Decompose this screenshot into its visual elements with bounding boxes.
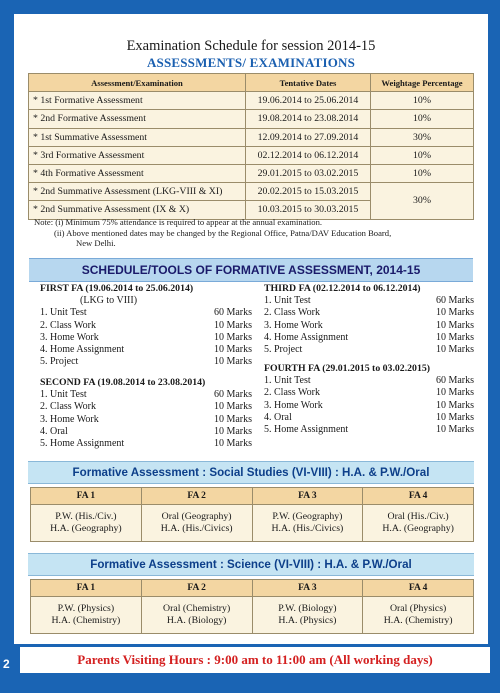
assessment-dates: 20.02.2015 to 15.03.2015 [246, 183, 371, 201]
table-row [31, 505, 474, 542]
page-number: 2 [3, 657, 10, 671]
table-cell [252, 505, 363, 542]
tool-name: 4. Home Assignment [40, 344, 125, 356]
tool-name: 5. Project [264, 344, 303, 356]
cell-line: H.A. (Chemistry) [383, 615, 453, 626]
assessment-weight: 10% [371, 164, 474, 182]
tool-name: 3. Home Work [40, 331, 99, 343]
page-subtitle: ASSESSMENTS/ EXAMINATIONS [146, 55, 356, 70]
table-cell [31, 505, 142, 542]
table-row [29, 128, 474, 146]
assessment-name: * 4th Formative Assessment [29, 164, 246, 182]
cell-line: H.A. (His./Civics) [160, 523, 233, 534]
fourth-fa-block [264, 363, 474, 436]
table-cell [141, 505, 252, 542]
assessment-weight: 10% [371, 110, 474, 128]
assessment-name: * 1st Summative Assessment [29, 128, 246, 146]
tool-name: 1. Unit Test [40, 389, 87, 401]
cell-line: P.W. (Biology) [278, 603, 337, 614]
cell-line: P.W. (Physics) [57, 603, 115, 614]
list-item [264, 375, 474, 387]
table-cell [31, 597, 142, 634]
assessment-dates: 29.01.2015 to 03.02.2015 [246, 164, 371, 182]
assessment-dates: 10.03.2015 to 30.03.2015 [246, 201, 371, 219]
column-header: FA 1 [31, 488, 142, 505]
fa-heading: THIRD FA (02.12.2014 to 06.12.2014) [264, 283, 421, 294]
tool-marks: 10 Marks [435, 331, 474, 343]
science-heading: Formative Assessment : Science (VI-VIII) : H.A. & P.W./Oral [28, 553, 474, 576]
tool-name: 4. Oral [264, 411, 292, 423]
list-item [40, 320, 252, 332]
note-line: (ii) Above mentioned dates may be changed by the Regional Office, Patna/DAV Education Board, [54, 227, 392, 238]
tool-marks: 10 Marks [435, 387, 474, 399]
table-cell [252, 597, 363, 634]
tool-name: 4. Oral [40, 425, 68, 437]
list-item [40, 332, 252, 344]
column-header: FA 1 [31, 580, 142, 597]
tool-name: 2. Class Work [40, 319, 96, 331]
tool-name: 3. Home Work [264, 319, 323, 331]
fa-heading: SECOND FA (19.08.2014 to 23.08.2014) [40, 377, 206, 388]
table-row [29, 146, 474, 164]
tool-marks: 10 Marks [213, 401, 252, 413]
list-item [264, 424, 474, 436]
tool-name: 3. Home Work [40, 413, 99, 425]
list-item [40, 401, 252, 413]
table-header-row [31, 488, 474, 505]
list-item [264, 412, 474, 424]
science-table [30, 579, 474, 634]
tool-marks: 60 Marks [213, 389, 252, 401]
first-fa-block [40, 283, 252, 368]
tool-name: 1. Unit Test [264, 375, 311, 387]
column-header: FA 4 [363, 488, 474, 505]
list-item [264, 307, 474, 319]
assessment-dates: 02.12.2014 to 06.12.2014 [246, 146, 371, 164]
list-item [264, 320, 474, 332]
list-item [264, 344, 474, 356]
tool-name: 2. Class Work [264, 307, 320, 319]
tool-marks: 10 Marks [213, 344, 252, 356]
fa-subheading: (LKG to VIII) [80, 295, 138, 307]
list-item [40, 307, 252, 319]
column-header: FA 3 [252, 580, 363, 597]
cell-line: H.A. (Geography) [382, 523, 454, 534]
tool-marks: 10 Marks [435, 307, 474, 319]
list-item [264, 295, 474, 307]
tool-marks: 10 Marks [213, 438, 252, 450]
assessment-weight: 30% [371, 183, 474, 219]
tool-marks: 10 Marks [435, 319, 474, 331]
list-item [40, 344, 252, 356]
tool-name: 4. Home Assignment [264, 331, 349, 343]
table-header-row [31, 580, 474, 597]
assessment-name: * 1st Formative Assessment [29, 92, 246, 110]
assessment-name: * 2nd Summative Assessment (IX & X) [29, 201, 246, 219]
tool-name: 5. Home Assignment [40, 438, 125, 450]
assessment-dates: 12.09.2014 to 27.09.2014 [246, 128, 371, 146]
tool-marks: 10 Marks [213, 319, 252, 331]
list-item [40, 414, 252, 426]
cell-line: P.W. (His./Civ.) [55, 511, 117, 522]
tool-marks: 10 Marks [213, 425, 252, 437]
list-item [40, 389, 252, 401]
tool-marks: 60 Marks [435, 295, 474, 307]
fa-heading: FOURTH FA (29.01.2015 to 03.02.2015) [264, 363, 431, 374]
assessment-weight: 10% [371, 92, 474, 110]
fa-heading: FIRST FA (19.06.2014 to 25.06.2014) [40, 283, 194, 294]
tool-name: 2. Class Work [40, 401, 96, 413]
assessment-name: * 3rd Formative Assessment [29, 146, 246, 164]
tool-name: 5. Project [40, 356, 79, 368]
page [14, 14, 488, 644]
cell-line: H.A. (Physics) [278, 615, 337, 626]
list-item [264, 400, 474, 412]
cell-line: H.A. (Chemistry) [51, 615, 121, 626]
third-fa-block [264, 283, 474, 356]
list-item [264, 387, 474, 399]
page-title: Examination Schedule for session 2014-15 [126, 38, 376, 54]
table-cell [363, 597, 474, 634]
cell-line: Oral (His./Civ.) [387, 511, 449, 522]
tool-marks: 10 Marks [213, 331, 252, 343]
schedule-heading: SCHEDULE/TOOLS OF FORMATIVE ASSESSMENT, 2014-15 [29, 258, 473, 282]
tool-name: 2. Class Work [264, 387, 320, 399]
social-studies-table [30, 487, 474, 542]
assessment-weight: 10% [371, 146, 474, 164]
tool-name: 5. Home Assignment [264, 424, 349, 436]
assessment-dates: 19.06.2014 to 25.06.2014 [246, 92, 371, 110]
table-row [29, 164, 474, 182]
column-header: FA 3 [252, 488, 363, 505]
assessment-name: * 2nd Summative Assessment (LKG-VIII & XI) [29, 183, 246, 201]
table-cell [363, 505, 474, 542]
table-row [31, 597, 474, 634]
exam-schedule-table [28, 73, 474, 220]
social-studies-heading: Formative Assessment : Social Studies (VI-VIII) : H.A. & P.W./Oral [28, 461, 474, 484]
table-cell [141, 597, 252, 634]
note-line: New Delhi. [76, 238, 116, 248]
tool-name: 1. Unit Test [40, 307, 87, 319]
cell-line: Oral (Chemistry) [163, 603, 231, 614]
cell-line: Oral (Geography) [161, 511, 232, 522]
visiting-hours-banner: Parents Visiting Hours : 9:00 am to 11:00 am (All working days) [20, 647, 490, 673]
list-item [40, 438, 252, 450]
column-header: FA 2 [141, 488, 252, 505]
cell-line: H.A. (His./Civics) [271, 523, 344, 534]
second-fa-block [40, 377, 252, 450]
column-header: FA 4 [363, 580, 474, 597]
note-line: Note: (i) Minimum 75% attendance is required to appear at the annual examination. [34, 217, 323, 227]
cell-line: H.A. (Biology) [166, 615, 227, 626]
cell-line: P.W. (Geography) [272, 511, 343, 522]
tool-marks: 10 Marks [213, 356, 252, 368]
cell-line: H.A. (Geography) [50, 523, 122, 534]
tool-name: 3. Home Work [264, 399, 323, 411]
list-item [264, 332, 474, 344]
table-header-row [29, 74, 474, 92]
cell-line: Oral (Physics) [389, 603, 447, 614]
tool-marks: 10 Marks [435, 424, 474, 436]
table-row [29, 110, 474, 128]
tool-marks: 60 Marks [213, 307, 252, 319]
tool-marks: 10 Marks [435, 344, 474, 356]
tool-marks: 60 Marks [435, 375, 474, 387]
assessment-name: * 2nd Formative Assessment [29, 110, 246, 128]
assessment-dates: 19.08.2014 to 23.08.2014 [246, 110, 371, 128]
column-header: Tentative Dates [246, 74, 371, 92]
tool-marks: 10 Marks [435, 399, 474, 411]
column-header: Assessment/Examination [29, 74, 246, 92]
list-item [40, 356, 252, 368]
notes [34, 217, 484, 249]
assessment-weight: 30% [371, 128, 474, 146]
table-row [29, 183, 474, 201]
table-row [29, 92, 474, 110]
list-item [40, 426, 252, 438]
tool-marks: 10 Marks [435, 411, 474, 423]
tool-marks: 10 Marks [213, 413, 252, 425]
column-header: FA 2 [141, 580, 252, 597]
column-header: Weightage Percentage [371, 74, 474, 92]
tool-name: 1. Unit Test [264, 295, 311, 307]
